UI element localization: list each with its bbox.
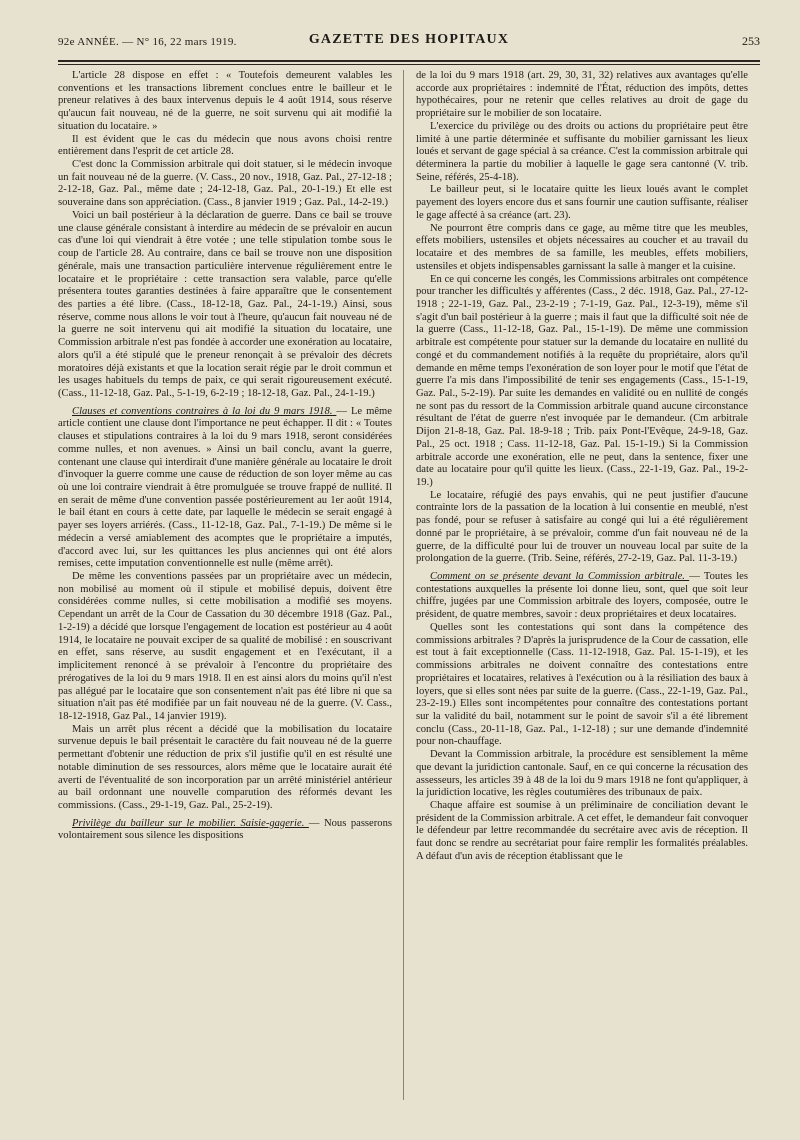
header-rule-thin [58,64,760,65]
paragraph: Devant la Commission arbitrale, la procédure est sensiblement la même que devant la juridiction cantonale. Sauf, en ce qui concerne la récusation des assesseurs, les articles 39 à 48 de la loi du 9 mars 1918 ne font qu'appliquer, à la juridiction locative, les règles coutumières des tribunaux de paix. [416,749,748,799]
section-title: Clauses et conventions contraires à la loi du 9 mars 1918. [72,405,337,417]
paragraph: de la loi du 9 mars 1918 (art. 29, 30, 31, 32) relatives aux avantages qu'elle accorde aux propriétaires : indemnité de l'État, réduction des impôts, dettes hypothécaires, pour ne retenir que celles relatives au droit de gage du propriétaire sur le mobilier de son locataire. [416,70,748,120]
page-header [58,30,760,54]
paragraph: Quelles sont les contestations qui sont dans la compétence des commissions arbitrales ? D'après la jurisprudence de la Cour de cassation, elle est tout à fait exceptionnelle (Cass. 11-12-1918, Gaz. Pal. 15-1-19), et les commissions arbitrales ne doivent connaître des contestations entre propriétaires et locataires, relatives à l'exécution ou à la résiliation des baux à loyers, que si elles sont nées par suite de la guerre. (Cass., 22-1-19, Gaz. Pal., 23-2-19.) Elles sont incompétentes pour connaître des contestations portant sur la validité du bail, notamment sur le point de savoir s'il a été librement conclu (Cass., 20-11-18, Gaz. Pal., 1-12-18) ; sur une demande d'indemnité pour non-chauffage. [416,621,748,748]
paragraph: C'est donc la Commission arbitrale qui doit statuer, si le médecin invoque un fait nouveau né de la guerre. (V. Cass., 20 nov., 1918, Gaz. Pal., 27-12-18 ; 2-12-18, Gaz. Pal., même date ; 24-12-18, Gaz. Pal., 20-1-19.) Et elle est souveraine dans son appréciation. (Cass., 8 janvier 1919 ; Gaz. Pal., 14-2-19.) [58,159,392,209]
section-paragraph: Comment on se présente devant la Commission arbitrale. — Toutes les contestations auxquelles la présente loi donne lieu, sont, quel que soit leur chiffre, jugées par une Commission arbitrale des loyers, composée, outre le président, de quatre membres, savoir : deux propriétaires et deux locataires. [416,571,748,621]
paragraph: Le locataire, réfugié des pays envahis, qui ne peut justifier d'aucune contrainte lors de la passation de la location à lui consentie en meublé, n'est pas fondé, pour se refuser à satisfaire au congé qui lui a été régulièrement donné par le propriétaire, à se prévaloir, comme d'un fait nouveau né de la guerre, de la difficulté pour lui de trouver un nouveau local par suite de la prolongation de la guerre. (Trib. Seine, référés, 27-2-19, Gaz. Pal. 11-3-19.) [416,489,748,565]
right-column [416,70,748,864]
section-paragraph: Clauses et conventions contraires à la loi du 9 mars 1918. — Le même article contient une clause dont l'importance ne peut échapper. Il dit : « Toutes clauses et stipulations contraires à la loi du 9 mars 1918, seront considérées comme nulles, et non avenues. » Ainsi un bail conclu, avant la guerre, contenant une clause qui interdirait d'une manière générale au locataire le droit d'invoquer la guerre comme une cause de réduction de son loyer même au cas où une loi contraire viendrait à être promulguée se trouve frappé de nullité. Il en serait de même d'une convention passée postérieurement au 1er août 1914, le bail étant en cours à cette date, par laquelle le médecin se serait engagé à payer ses loyers arriérés. (Cass., 11-12-18, Gaz. Pal., 7-1-19.) De même si le médecin a versé amiablement des acomptes que le propriétaire a imputés, d'accord avec lui, sur les quittances les plus anciennes qui ont été alors remises, cette imputation conventionnelle est nulle (même arrêt). [58,405,392,570]
paragraph: En ce qui concerne les congés, les Commissions arbitrales ont compétence pour trancher les difficultés y afférentes (Cass., 2 déc. 1918, Gaz. Pal., 27-12-1918 ; 22-1-19, Gaz. Pal., 23-2-19 ; 7-1-19, Gaz. Pal., 12-3-19), même s'il s'agit d'un bail postérieur à la guerre ; mais il faut que la difficulté soit née de la guerre (Cass., 11-12-18, Gaz. Pal., 15-1-19). De même une commission arbitrale est compétente pour statuer sur la demande du locataire en nullité du congé et du commandement notifiés à la requête du propriétaire, alors qu'il demande en même temps l'exonération de son loyer pour le motif que l'état de guerre l'a mis dans l'impossibilité de tenir ses engagements (Cass., 15-1-19, Gaz. Pal., 5-2-19). Par suite les demandes en validité ou en nullité de congés ne sont pas du ressort de la Commission arbitrale quand aucune circonstance résultant de l'état de guerre n'est invoquée par le demandeur. (Cm arbitrale Dijon 21-8-18, Gaz. Pal. 18-9-18 ; Trib. paix Pont-l'Evêque, 24-9-18, Gaz. Pal., 25 oct. 1918 ; Cass. 11-12-18, Gaz. Pal. 15-1-19.) Si la Commission arbitrale accorde une exonération, elle ne peut, dans la sentence, fixer une date au locataire pour qu'il quitte les lieux. (Cass., 22-1-19, Gaz. Pal., 19-2-19.) [416,273,748,488]
journal-title: GAZETTE DES HOPITAUX [308,32,510,47]
paragraph: L'exercice du privilège ou des droits ou actions du propriétaire peut être limité à une partie déterminée et suffisante du mobilier garnissant les lieux loués et servant de gage spécial à sa créance. C'est la commission arbitrale qui déterminera la partie du mobilier à laquelle le gage sera cantonné (V. trib. Seine, référés, 25-4-18). [416,120,748,183]
paragraph: Voici un bail postérieur à la déclaration de guerre. Dans ce bail se trouve une clause générale consistant à interdire au médecin de se prévaloir en aucun cas d'une loi qui viendrait à être votée ; une telle stipulation tombe sous le coup de l'article 28. Au contraire, dans ce bail se trouve non une disposition générale, mais une transaction particulière intervenue régulièrement entre le locataire et le propriétaire : cette transaction sera valable, parce qu'elle présentera toutes garanties destinées à faire apparaître que le consentement des parties a été libre. (Cass., 18-12-18, Gaz. Pal., 24-1-19.) Ainsi, sous réserve, comme nous allons le voir tout à l'heure, qu'aucun fait nouveau né de la guerre ne soit intervenu qui ait modifié la situation du locataire, une Commission arbitrale n'est pas fondée à accorder une exonération au locataire, alors qu'il a été stipulé que le preneur renonçait à se prévaloir des décrets moratoires déjà existants et que la location serait régie par le droit commun et les usages habituels du temps de paix, ce qui serait rigoureusement exécuté. (Cass., 11-12-18, Gaz. Pal., 5-1-19, 6-2-19 ; 18-12-18, Gaz. Pal., 24-1-19.) [58,209,392,399]
column-divider [403,70,404,1100]
page-number: 253 [742,34,760,48]
paragraph: Le bailleur peut, si le locataire quitte les lieux loués avant le complet payement des loyers encore dus et sans fournir une caution suffisante, réaliser le gage affecté à sa créance (art. 23). [416,184,748,221]
left-column [58,70,392,843]
header-rule [58,60,760,62]
paragraph: Il est évident que le cas du médecin que nous avons choisi rentre entièrement dans l'esprit de cet article 28. [58,133,392,158]
paragraph: Chaque affaire est soumise à un préliminaire de conciliation devant le président de la Commission arbitrale. A cet effet, le demandeur fait convoquer le défendeur par lettre recommandée du secrétaire avec avis de réception. Il faut donc se rendre au secrétariat pour faire remplir les formalités préalables. A défaut d'un avis de réception établissant que le [416,799,748,862]
paragraph: Mais un arrêt plus récent a décidé que la mobilisation du locataire survenue depuis le bail présentait le caractère du fait nouveau né de la guerre permettant d'obtenir une réduction de prix s'il justifie qu'il en est résulté une notable diminution de ses ressources, alors même que le locataire aurait été averti de l'éventualité de son incorporation par un arrêté ministériel antérieur au bail ordonnant une nouvelle comparution des réformés devant les commissions. (Cass., 29-1-19, Gaz. Pal., 25-2-19). [58,723,392,811]
issue-line: 92e ANNÉE. — N° 16, 22 mars 1919. [58,36,237,48]
paragraph: Ne pourront être compris dans ce gage, au même titre que les meubles, effets mobiliers, ustensiles et objets nécessaires au coucher et au travail du locataire et des membres de sa famille, les meubles, effets mobiliers, ustensiles et objets indispensables garnissant la salle à manger et la cuisine. [416,222,748,272]
paragraph: De même les conventions passées par un propriétaire avec un médecin, non mobilisé au moment où il stipule et mobilisé depuis, doivent être considérées comme nulles, si cette mobilisation a modifié ses moyens. Cependant un arrêt de la Cour de Cassation du 30 décembre 1918 (Gaz. Pal., 1-2-19) a décidé que lorsque l'engagement de location est postérieur au 4 août 1914, le locataire ne pouvait exciper de sa qualité de mobilisé : en souscrivant en effet, sans réserve, au susdit engagement et en l'exécutant, il a implicitement renoncé à se prévaloir à l'encontre du propriétaire des prérogatives de la loi du 9 mars 1918. Il en est ainsi alors du moins qu'il n'est pas allégué par le locataire que son consentement n'ait pas été libre ni que sa situation n'ait pas été modifiée par un fait nouveau né de la guerre. (V. Cass., 18-12-1918, Gaz Pal., 14 janvier 1919). [58,571,392,722]
section-title: Privilège du bailleur sur le mobilier. Saisie-gagerie. [72,817,309,829]
paragraph: L'article 28 dispose en effet : « Toutefois demeurent valables les conventions et les transactions librement conclues entre le bailleur et le preneur relatives à des baux intervenus depuis le 4 août 1914, sous réserve qu'aucun fait nouveau, né de la guerre, ne soit survenu qui ait modifié la situation du locataire. » [58,70,392,132]
section-paragraph: Privilège du bailleur sur le mobilier. Saisie-gagerie. — Nous passerons volontairement sous silence les dispositions [58,817,393,842]
section-title: Comment on se présente devant la Commission arbitrale. [430,571,690,583]
